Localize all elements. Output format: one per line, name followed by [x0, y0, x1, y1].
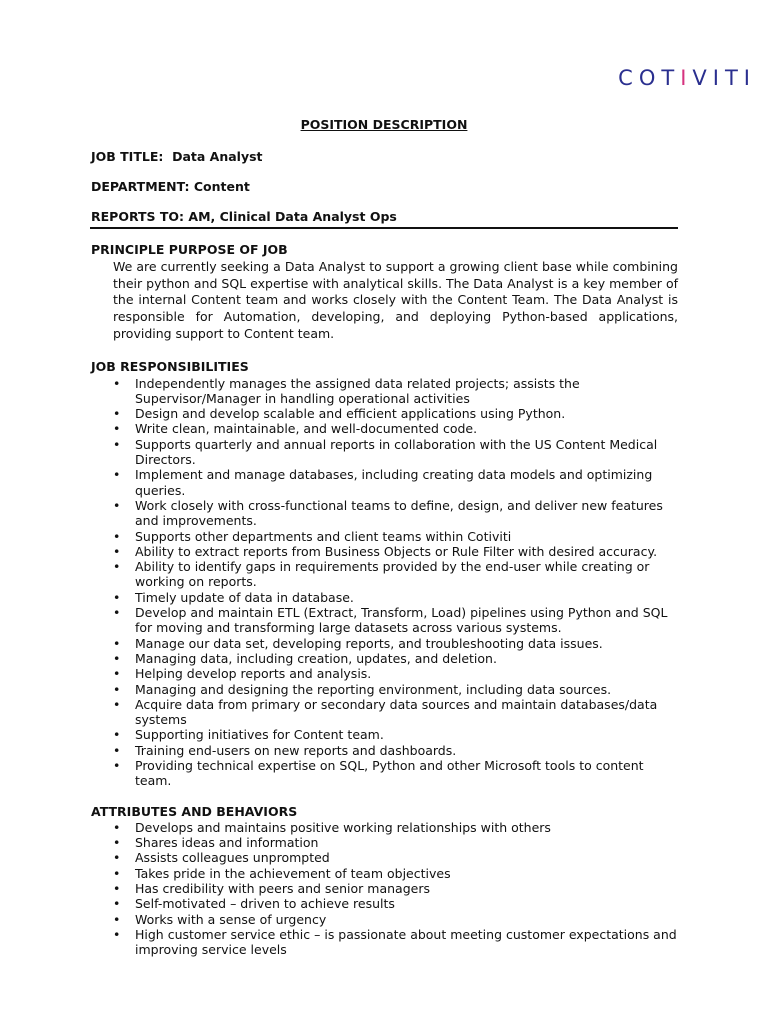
- job-title-value: Data Analyst: [172, 149, 263, 164]
- bullet-icon: •: [113, 819, 121, 835]
- bullet-icon: •: [113, 881, 121, 897]
- attribute-item-text: Assists colleagues unprompted: [135, 850, 330, 866]
- responsibilities-list: [91, 376, 678, 789]
- department-value: Content: [193, 179, 250, 194]
- logo-text-accent: I: [680, 66, 693, 90]
- responsibility-item: [91, 636, 678, 651]
- bullet-icon: •: [113, 850, 121, 866]
- responsibility-item: [91, 406, 678, 421]
- responsibility-item-text: Supporting initiatives for Content team.: [135, 727, 384, 743]
- bullet-icon: •: [113, 865, 121, 881]
- bullet-icon: •: [113, 497, 121, 513]
- attribute-item-text: Self-motivated – driven to achieve results: [135, 896, 395, 912]
- attribute-item: [91, 927, 678, 958]
- responsibility-item-text: Managing data, including creation, updates, and deletion.: [135, 650, 497, 666]
- bullet-icon: •: [113, 911, 121, 927]
- bullet-icon: •: [113, 406, 121, 422]
- responsibility-item: [91, 498, 678, 529]
- responsibility-item: [91, 727, 678, 742]
- job-title-field: [91, 149, 263, 165]
- responsibility-item-text: Develop and maintain ETL (Extract, Transform, Load) pipelines using Python and SQL for moving and transforming large datasets across various systems.: [135, 605, 668, 636]
- responsibility-item-text: Ability to identify gaps in requirements provided by the end-user while creating or working on reports.: [135, 559, 650, 590]
- company-logo: [618, 66, 756, 90]
- bullet-icon: •: [113, 528, 121, 544]
- logo-text-start: COT: [618, 66, 681, 90]
- attribute-item-text: Takes pride in the achievement of team objectives: [135, 865, 451, 881]
- bullet-icon: •: [113, 681, 121, 697]
- responsibilities-heading: JOB RESPONSIBILITIES: [91, 359, 249, 375]
- responsibility-item-text: Managing and designing the reporting environment, including data sources.: [135, 681, 612, 697]
- attribute-item: [91, 835, 678, 850]
- bullet-icon: •: [113, 467, 121, 483]
- responsibility-item-text: Work closely with cross-functional teams to define, design, and deliver new features and improvements.: [135, 497, 663, 529]
- responsibility-item: [91, 682, 678, 697]
- bullet-icon: •: [113, 650, 121, 666]
- reports-to-label: REPORTS TO:: [91, 209, 185, 224]
- logo-text-end: VITI: [692, 66, 756, 90]
- responsibility-item-text: Timely update of data in database.: [135, 589, 354, 605]
- job-title-label: JOB TITLE:: [91, 149, 164, 164]
- document-title: POSITION DESCRIPTION: [300, 117, 468, 132]
- department-field: [91, 179, 250, 195]
- responsibility-item: [91, 421, 678, 436]
- responsibility-item-text: Design and develop scalable and efficient applications using Python.: [135, 406, 566, 422]
- responsibility-item: [91, 743, 678, 758]
- bullet-icon: •: [113, 375, 121, 391]
- attribute-item-text: Develops and maintains positive working relationships with others: [135, 819, 551, 835]
- attribute-item: [91, 881, 678, 896]
- bullet-icon: •: [113, 666, 121, 682]
- responsibility-item: [91, 376, 678, 407]
- responsibility-item-text: Ability to extract reports from Business Objects or Rule Filter with desired accuracy.: [135, 543, 658, 559]
- responsibility-item-text: Independently manages the assigned data related projects; assists the Supervisor/Manager in handling operational activities: [135, 375, 580, 406]
- reports-to-field: [91, 209, 397, 225]
- bullet-icon: •: [113, 421, 121, 437]
- responsibility-item-text: Acquire data from primary or secondary data sources and maintain databases/data systems: [135, 696, 658, 728]
- reports-to-value: AM, Clinical Data Analyst Ops: [188, 209, 397, 224]
- bullet-icon: •: [113, 696, 121, 712]
- responsibility-item-text: Write clean, maintainable, and well-documented code.: [135, 421, 478, 437]
- responsibility-item: [91, 651, 678, 666]
- responsibility-item: [91, 544, 678, 559]
- attribute-item-text: Shares ideas and information: [135, 835, 319, 851]
- bullet-icon: •: [113, 926, 121, 942]
- responsibility-item-text: Helping develop reports and analysis.: [135, 666, 372, 682]
- attribute-item-text: Works with a sense of urgency: [135, 911, 327, 927]
- attribute-item: [91, 820, 678, 835]
- bullet-icon: •: [113, 896, 121, 912]
- bullet-icon: •: [113, 835, 121, 851]
- responsibility-item: [91, 437, 678, 468]
- attribute-item: [91, 850, 678, 865]
- responsibility-item: [91, 666, 678, 681]
- attributes-heading: ATTRIBUTES AND BEHAVIORS: [91, 803, 298, 819]
- bullet-icon: •: [113, 727, 121, 743]
- bullet-icon: •: [113, 436, 121, 452]
- responsibility-item-text: Supports other departments and client teams within Cotiviti: [135, 528, 512, 544]
- responsibility-item-text: Providing technical expertise on SQL, Python and other Microsoft tools to content team.: [135, 757, 644, 789]
- responsibility-item-text: Supports quarterly and annual reports in collaboration with the US Content Medical Directors.: [135, 436, 658, 468]
- responsibility-item: [91, 590, 678, 605]
- attribute-item-text: High customer service ethic – is passionate about meeting customer expectations and improving service levels: [135, 926, 677, 958]
- bullet-icon: •: [113, 543, 121, 559]
- bullet-icon: •: [113, 589, 121, 605]
- purpose-paragraph: We are currently seeking a Data Analyst to support a growing client base while combining their python and SQL expertise with analytical skills. The Data Analyst is a key member of the internal Content team and works closely with the Content Team. The Data Analyst is responsible for Automation, developing, and deploying Python-based applications, providing support to Content team.: [113, 259, 678, 341]
- header-divider: [90, 227, 678, 229]
- attribute-item: [91, 896, 678, 911]
- responsibility-item: [91, 605, 678, 636]
- attribute-item: [91, 912, 678, 927]
- department-label: DEPARTMENT:: [91, 179, 190, 194]
- bullet-icon: •: [113, 635, 121, 651]
- attributes-list: [91, 820, 678, 958]
- attribute-item-text: Has credibility with peers and senior managers: [135, 881, 430, 897]
- responsibility-item: [91, 758, 678, 789]
- attribute-item: [91, 866, 678, 881]
- document-body: [91, 242, 678, 958]
- bullet-icon: •: [113, 559, 121, 575]
- responsibility-item-text: Manage our data set, developing reports, and troubleshooting data issues.: [135, 635, 603, 651]
- responsibility-item: [91, 559, 678, 590]
- bullet-icon: •: [113, 605, 121, 621]
- responsibility-item: [91, 529, 678, 544]
- responsibility-item: [91, 697, 678, 728]
- responsibility-item-text: Training end-users on new reports and dashboards.: [135, 742, 457, 758]
- bullet-icon: •: [113, 757, 121, 773]
- responsibility-item-text: Implement and manage databases, including creating data models and optimizing queries.: [135, 467, 653, 498]
- purpose-heading: PRINCIPLE PURPOSE OF JOB: [91, 242, 288, 257]
- responsibility-item: [91, 467, 678, 498]
- bullet-icon: •: [113, 742, 121, 758]
